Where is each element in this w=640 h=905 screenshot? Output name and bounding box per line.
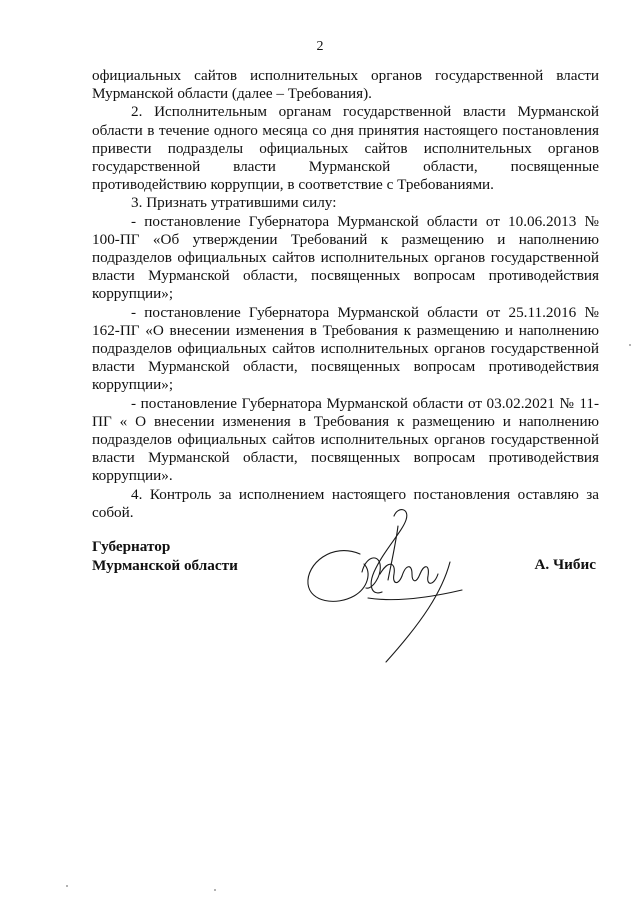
repealed-item-1: - постановление Губернатора Мурманской области от 10.06.2013 № 100-ПГ «Об утверждении Требований к размещению и наполнению подразделов официальных сайтов исполнительных органов государственной власти Мурманской области, посвященных вопросам противодействия коррупции»; (92, 212, 599, 303)
signatory-name: А. Чибис (534, 556, 596, 573)
signature-block (92, 536, 599, 676)
handwritten-signature (302, 502, 472, 672)
signatory-title-line-1: Губернатор (92, 538, 171, 555)
repealed-item-2: - постановление Губернатора Мурманской области от 25.11.2016 № 162-ПГ «О внесении изменения в Требования к размещению и наполнению подразделов официальных сайтов исполнительных органов государственной власти Мурманской области, посвященных вопросам противодействия коррупции»; (92, 303, 599, 394)
page-number: 2 (316, 39, 324, 54)
signatory-title (92, 538, 238, 575)
scan-speck (629, 344, 631, 346)
paragraph-2: 2. Исполнительным органам государственной власти Мурманской области в течение одного месяца со дня принятия настоящего постановления привести подразделы официальных сайтов исполнительных органов государственной власти Мурманской области, посвященные противодействию коррупции, в соответствие с Требованиями. (92, 103, 599, 194)
scan-speck (66, 885, 68, 887)
paragraph-4: 4. Контроль за исполнением настоящего постановления оставляю за собой. (92, 485, 599, 521)
signatory-title-line-2: Мурманской области (92, 556, 238, 574)
document-body (92, 67, 599, 522)
repealed-item-3: - постановление Губернатора Мурманской области от 03.02.2021 № 11-ПГ « О внесении изменения в Требования к размещению и наполнению подразделов официальных сайтов исполнительных органов государственной власти Мурманской области, посвященных вопросам противодействия коррупции». (92, 394, 599, 485)
scan-speck (214, 889, 216, 891)
paragraph-3-heading: 3. Признать утратившими силу: (131, 194, 337, 212)
paragraph-1-continuation: официальных сайтов исполнительных органов государственной власти Мурманской области (далее – Требования). (92, 67, 599, 103)
